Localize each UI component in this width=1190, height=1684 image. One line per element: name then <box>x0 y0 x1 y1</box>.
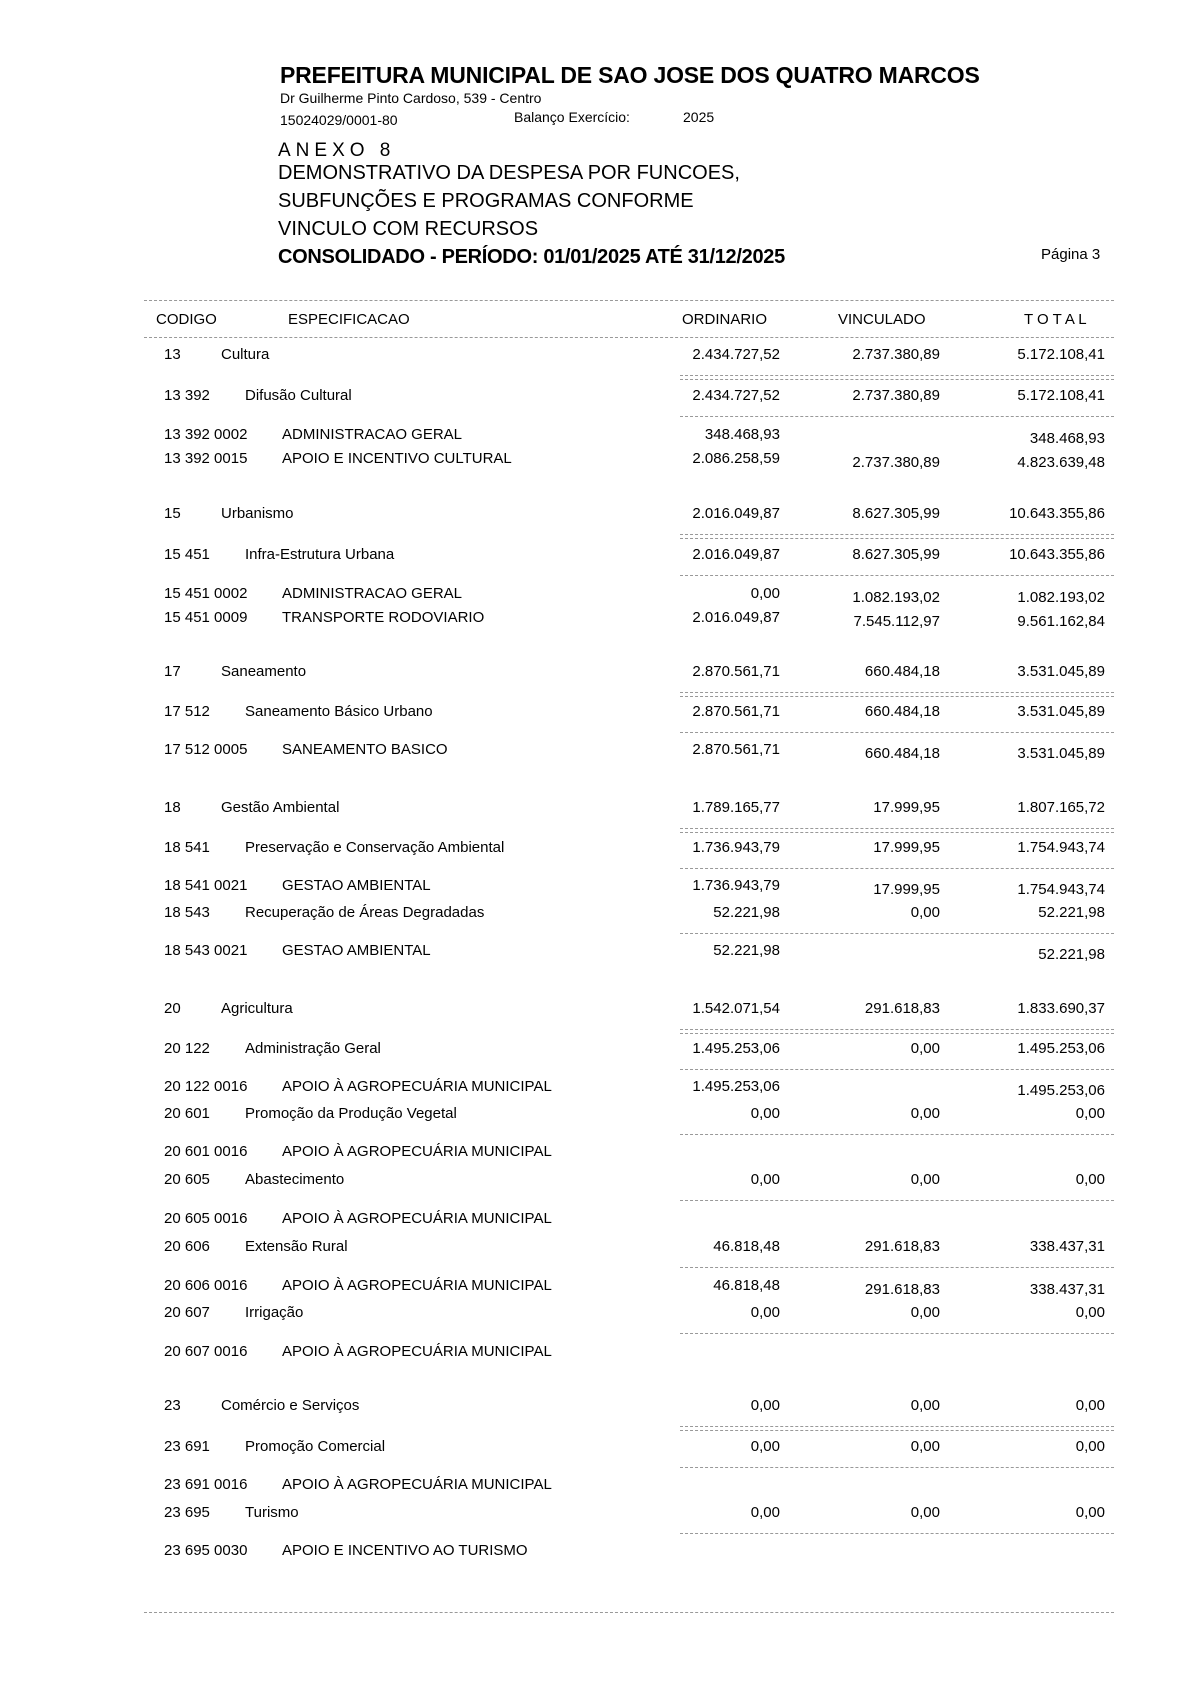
row-description: APOIO E INCENTIVO CULTURAL <box>282 450 512 467</box>
row-ordinario: 1.736.943,79 <box>692 839 780 856</box>
row-code: 15 451 0009 <box>164 609 248 626</box>
row-code: 20 601 0016 <box>164 1143 248 1160</box>
subtotal-divider <box>680 1430 1114 1431</box>
table-row <box>0 546 1190 570</box>
row-code: 13 <box>164 346 181 363</box>
page-number: Página 3 <box>1041 246 1101 263</box>
table-row <box>0 609 1190 633</box>
row-vinculado: 291.618,83 <box>864 1238 940 1255</box>
row-total: 1.495.253,06 <box>1017 1040 1105 1057</box>
subtotal-divider <box>680 1426 1114 1427</box>
row-ordinario: 0,00 <box>750 1397 780 1414</box>
subtotal-divider <box>680 828 1114 829</box>
exercise-year: 2025 <box>683 109 715 125</box>
row-description: Abastecimento <box>245 1171 345 1188</box>
table-row <box>0 741 1190 765</box>
subtotal-divider <box>680 538 1114 539</box>
row-description: ADMINISTRACAO GERAL <box>282 426 463 443</box>
report-title-line-2: SUBFUNÇÕES E PROGRAMAS CONFORME <box>278 190 694 212</box>
table-row <box>0 904 1190 928</box>
report-title-line-1: DEMONSTRATIVO DA DESPESA POR FUNCOES, <box>278 162 740 184</box>
row-total: 0,00 <box>1075 1171 1105 1188</box>
row-description: GESTAO AMBIENTAL <box>282 942 431 959</box>
table-row <box>0 1277 1190 1301</box>
row-code: 23 695 0030 <box>164 1542 248 1559</box>
subtotal-divider <box>680 696 1114 697</box>
row-description: Irrigação <box>245 1304 304 1321</box>
row-vinculado: 17.999,95 <box>873 799 940 816</box>
row-total: 1.082.193,02 <box>1017 589 1105 606</box>
row-code: 15 <box>164 505 181 522</box>
table-row <box>0 663 1190 687</box>
row-code: 20 601 <box>164 1105 210 1122</box>
row-description: APOIO À AGROPECUÁRIA MUNICIPAL <box>282 1343 552 1360</box>
report-period: CONSOLIDADO - PERÍODO: 01/01/2025 ATÉ 31/12/2025 <box>278 246 785 268</box>
row-total: 9.561.162,84 <box>1017 613 1105 630</box>
row-description: Saneamento Básico Urbano <box>245 703 433 720</box>
row-code: 18 541 <box>164 839 210 856</box>
row-ordinario: 348.468,93 <box>704 426 780 443</box>
row-total: 1.807.165,72 <box>1017 799 1105 816</box>
row-total: 348.468,93 <box>1029 430 1105 447</box>
row-ordinario: 1.495.253,06 <box>692 1078 780 1095</box>
table-row <box>0 942 1190 966</box>
table-row <box>0 426 1190 450</box>
entity-address: Dr Guilherme Pinto Cardoso, 539 - Centro <box>280 90 542 106</box>
entity-name: PREFEITURA MUNICIPAL DE SAO JOSE DOS QUATRO MARCOS <box>280 62 980 88</box>
row-total: 52.221,98 <box>1038 946 1105 963</box>
row-description: Cultura <box>221 346 270 363</box>
row-total: 338.437,31 <box>1029 1281 1105 1298</box>
row-vinculado: 0,00 <box>910 1040 940 1057</box>
row-ordinario: 2.870.561,71 <box>692 703 780 720</box>
table-row <box>0 1040 1190 1064</box>
row-vinculado: 0,00 <box>910 1304 940 1321</box>
row-description: Comércio e Serviços <box>221 1397 360 1414</box>
row-description: Agricultura <box>221 1000 293 1017</box>
table-row <box>0 1304 1190 1328</box>
row-description: GESTAO AMBIENTAL <box>282 877 431 894</box>
table-row <box>0 1210 1190 1234</box>
row-description: Infra-Estrutura Urbana <box>245 546 395 563</box>
row-ordinario: 46.818,48 <box>713 1277 780 1294</box>
row-vinculado: 0,00 <box>910 1105 940 1122</box>
row-ordinario: 0,00 <box>750 1504 780 1521</box>
row-total: 1.754.943,74 <box>1017 839 1105 856</box>
row-total: 3.531.045,89 <box>1017 663 1105 680</box>
table-row <box>0 505 1190 529</box>
subtotal-divider <box>680 1069 1114 1070</box>
row-code: 15 451 <box>164 546 210 563</box>
row-total: 1.833.690,37 <box>1017 1000 1105 1017</box>
row-code: 20 605 <box>164 1171 210 1188</box>
row-total: 3.531.045,89 <box>1017 703 1105 720</box>
row-code: 20 607 0016 <box>164 1343 248 1360</box>
row-vinculado: 0,00 <box>910 1397 940 1414</box>
row-code: 18 <box>164 799 181 816</box>
table-row <box>0 1343 1190 1367</box>
row-code: 18 543 0021 <box>164 942 248 959</box>
row-ordinario: 0,00 <box>750 1304 780 1321</box>
column-header-especificacao: ESPECIFICACAO <box>288 311 410 328</box>
row-total: 0,00 <box>1075 1304 1105 1321</box>
subtotal-divider <box>680 1333 1114 1334</box>
row-code: 20 122 0016 <box>164 1078 248 1095</box>
row-code: 17 512 <box>164 703 210 720</box>
subtotal-divider <box>680 416 1114 417</box>
row-ordinario: 0,00 <box>750 1171 780 1188</box>
exercise-label: Balanço Exercício: <box>514 109 630 125</box>
row-vinculado: 17.999,95 <box>873 839 940 856</box>
row-total: 5.172.108,41 <box>1017 387 1105 404</box>
row-description: Gestão Ambiental <box>221 799 340 816</box>
row-total: 3.531.045,89 <box>1017 745 1105 762</box>
row-total: 0,00 <box>1075 1504 1105 1521</box>
row-code: 20 606 <box>164 1238 210 1255</box>
row-ordinario: 1.789.165,77 <box>692 799 780 816</box>
table-row <box>0 799 1190 823</box>
row-description: Preservação e Conservação Ambiental <box>245 839 505 856</box>
row-code: 20 122 <box>164 1040 210 1057</box>
column-header-vinculado: VINCULADO <box>838 311 926 328</box>
row-vinculado: 0,00 <box>910 1438 940 1455</box>
row-total: 4.823.639,48 <box>1017 454 1105 471</box>
subtotal-divider <box>680 1533 1114 1534</box>
table-row <box>0 1438 1190 1462</box>
row-code: 17 512 0005 <box>164 741 248 758</box>
table-row <box>0 1504 1190 1528</box>
row-ordinario: 2.434.727,52 <box>692 387 780 404</box>
row-description: APOIO À AGROPECUÁRIA MUNICIPAL <box>282 1277 552 1294</box>
row-description: APOIO À AGROPECUÁRIA MUNICIPAL <box>282 1143 552 1160</box>
row-description: APOIO E INCENTIVO AO TURISMO <box>282 1542 528 1559</box>
row-ordinario: 2.086.258,59 <box>692 450 780 467</box>
subtotal-divider <box>680 575 1114 576</box>
subtotal-divider <box>680 1467 1114 1468</box>
table-row <box>0 877 1190 901</box>
table-row <box>0 1542 1190 1566</box>
table-row <box>0 1105 1190 1129</box>
row-code: 23 695 <box>164 1504 210 1521</box>
row-code: 15 451 0002 <box>164 585 248 602</box>
row-total: 10.643.355,86 <box>1009 505 1105 522</box>
row-vinculado: 0,00 <box>910 1504 940 1521</box>
subtotal-divider <box>680 1033 1114 1034</box>
row-vinculado: 17.999,95 <box>873 881 940 898</box>
row-code: 13 392 0015 <box>164 450 248 467</box>
table-row <box>0 387 1190 411</box>
row-total: 10.643.355,86 <box>1009 546 1105 563</box>
row-description: TRANSPORTE RODOVIARIO <box>282 609 485 626</box>
row-ordinario: 0,00 <box>750 1438 780 1455</box>
subtotal-divider <box>680 375 1114 376</box>
row-vinculado: 1.082.193,02 <box>852 589 940 606</box>
row-code: 20 606 0016 <box>164 1277 248 1294</box>
row-description: Saneamento <box>221 663 307 680</box>
row-description: Administração Geral <box>245 1040 381 1057</box>
table-row <box>0 585 1190 609</box>
row-vinculado: 0,00 <box>910 904 940 921</box>
row-ordinario: 46.818,48 <box>713 1238 780 1255</box>
header-top-divider <box>144 300 1114 301</box>
row-code: 23 691 0016 <box>164 1476 248 1493</box>
row-code: 18 543 <box>164 904 210 921</box>
row-ordinario: 2.016.049,87 <box>692 546 780 563</box>
row-code: 18 541 0021 <box>164 877 248 894</box>
table-row <box>0 1143 1190 1167</box>
annex-title: ANEXO 8 <box>278 140 396 161</box>
subtotal-divider <box>680 1267 1114 1268</box>
row-description: Promoção da Produção Vegetal <box>245 1105 457 1122</box>
row-description: APOIO À AGROPECUÁRIA MUNICIPAL <box>282 1078 552 1095</box>
row-description: Promoção Comercial <box>245 1438 386 1455</box>
row-vinculado: 8.627.305,99 <box>852 546 940 563</box>
row-description: Urbanismo <box>221 505 294 522</box>
row-total: 0,00 <box>1075 1438 1105 1455</box>
row-code: 13 392 <box>164 387 210 404</box>
row-ordinario: 2.016.049,87 <box>692 505 780 522</box>
subtotal-divider <box>680 1029 1114 1030</box>
row-description: Extensão Rural <box>245 1238 348 1255</box>
row-description: ADMINISTRACAO GERAL <box>282 585 463 602</box>
row-ordinario: 2.870.561,71 <box>692 741 780 758</box>
row-description: APOIO À AGROPECUÁRIA MUNICIPAL <box>282 1476 552 1493</box>
row-vinculado: 291.618,83 <box>864 1000 940 1017</box>
row-total: 5.172.108,41 <box>1017 346 1105 363</box>
subtotal-divider <box>680 379 1114 380</box>
table-row <box>0 1476 1190 1500</box>
report-title-line-3: VINCULO COM RECURSOS <box>278 218 539 240</box>
row-description: APOIO À AGROPECUÁRIA MUNICIPAL <box>282 1210 552 1227</box>
row-vinculado: 0,00 <box>910 1171 940 1188</box>
table-row <box>0 1238 1190 1262</box>
row-ordinario: 2.016.049,87 <box>692 609 780 626</box>
row-description: SANEAMENTO BASICO <box>282 741 448 758</box>
row-vinculado: 660.484,18 <box>864 745 940 762</box>
row-code: 20 607 <box>164 1304 210 1321</box>
table-row <box>0 1078 1190 1102</box>
row-total: 1.495.253,06 <box>1017 1082 1105 1099</box>
column-header-total: T O T A L <box>1024 311 1087 328</box>
subtotal-divider <box>680 1200 1114 1201</box>
row-vinculado: 7.545.112,97 <box>853 613 940 630</box>
subtotal-divider <box>680 692 1114 693</box>
row-code: 20 605 0016 <box>164 1210 248 1227</box>
subtotal-divider <box>680 732 1114 733</box>
table-row <box>0 1397 1190 1421</box>
row-ordinario: 0,00 <box>750 585 780 602</box>
table-row <box>0 450 1190 474</box>
table-row <box>0 703 1190 727</box>
row-total: 0,00 <box>1075 1397 1105 1414</box>
subtotal-divider <box>680 832 1114 833</box>
table-row <box>0 1171 1190 1195</box>
row-vinculado: 660.484,18 <box>864 703 940 720</box>
row-ordinario: 1.542.071,54 <box>692 1000 780 1017</box>
row-code: 13 392 0002 <box>164 426 248 443</box>
row-ordinario: 2.870.561,71 <box>692 663 780 680</box>
row-ordinario: 1.495.253,06 <box>692 1040 780 1057</box>
row-vinculado: 291.618,83 <box>864 1281 940 1298</box>
entity-cnpj: 15024029/0001-80 <box>280 112 398 128</box>
row-description: Turismo <box>245 1504 299 1521</box>
footer-divider <box>144 1612 1114 1613</box>
row-vinculado: 660.484,18 <box>864 663 940 680</box>
row-vinculado: 2.737.380,89 <box>852 346 940 363</box>
row-total: 338.437,31 <box>1029 1238 1105 1255</box>
row-vinculado: 2.737.380,89 <box>852 387 940 404</box>
row-description: Difusão Cultural <box>245 387 352 404</box>
row-ordinario: 0,00 <box>750 1105 780 1122</box>
subtotal-divider <box>680 933 1114 934</box>
row-ordinario: 52.221,98 <box>713 904 780 921</box>
subtotal-divider <box>680 534 1114 535</box>
row-ordinario: 52.221,98 <box>713 942 780 959</box>
row-description: Recuperação de Áreas Degradadas <box>245 904 485 921</box>
row-code: 20 <box>164 1000 181 1017</box>
table-row <box>0 839 1190 863</box>
header-bottom-divider <box>144 337 1114 338</box>
subtotal-divider <box>680 868 1114 869</box>
column-header-ordinario: ORDINARIO <box>682 311 768 328</box>
table-row <box>0 346 1190 370</box>
row-total: 0,00 <box>1075 1105 1105 1122</box>
row-code: 17 <box>164 663 181 680</box>
row-total: 1.754.943,74 <box>1017 881 1105 898</box>
row-code: 23 691 <box>164 1438 210 1455</box>
row-vinculado: 8.627.305,99 <box>852 505 940 522</box>
row-ordinario: 1.736.943,79 <box>692 877 780 894</box>
row-vinculado: 2.737.380,89 <box>852 454 940 471</box>
row-code: 23 <box>164 1397 181 1414</box>
row-total: 52.221,98 <box>1038 904 1105 921</box>
subtotal-divider <box>680 1134 1114 1135</box>
table-row <box>0 1000 1190 1024</box>
row-ordinario: 2.434.727,52 <box>692 346 780 363</box>
column-header-codigo: CODIGO <box>156 311 217 328</box>
